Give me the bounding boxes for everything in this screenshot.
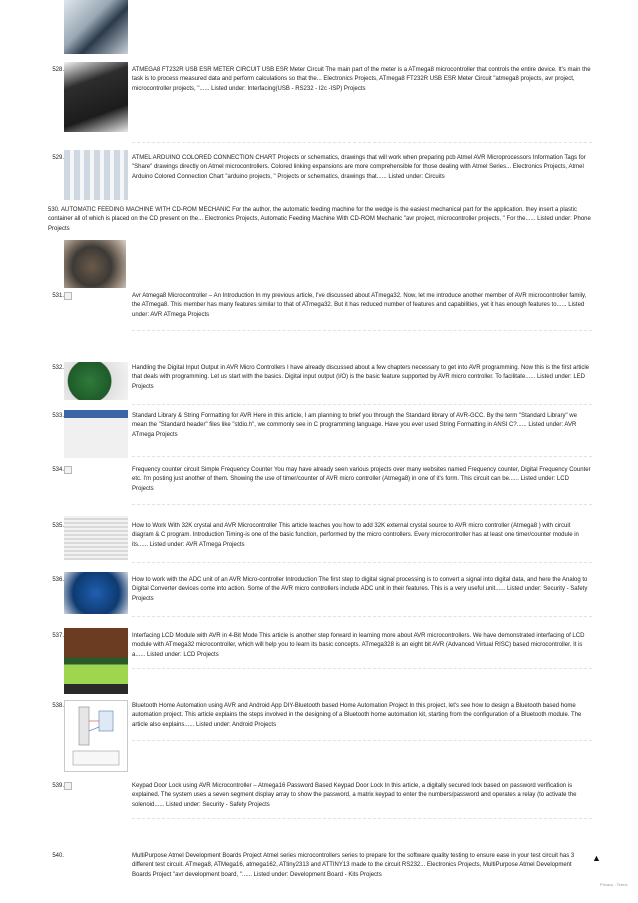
thumbnail-image[interactable]: [64, 362, 128, 400]
footer-links[interactable]: Privacy - Terms: [600, 882, 628, 887]
divider: [132, 504, 592, 505]
thumbnail-image[interactable]: [64, 240, 126, 288]
broken-image-icon[interactable]: [64, 292, 72, 300]
item-description[interactable]: MultiPurpose Atmel Development Boards Project Atmel series microcontrollers series to prepare for the software quality testing to ensure ease in your test circuit has 3 different test circuit. ATmega8, ATMega16, atmega162, ATtiny2313 and ATTINY13 made to the circuit RS232... Electronics Projects, MultiPurpose Atmel Development Boards Project "avr development board, "...... Listed under: Development Board - Kits Projects: [132, 853, 575, 878]
item-description[interactable]: Avr Atmega8 Microcontroller – An Introduction In my previous article, I've discussed about ATmega32. Now, let me introduce another member of AVR microcontroller family, the ATmega8. This member has many features similar to that of ATmega32. But it has reduced number of features and capabilities, yet it has enough features to...... Listed under: AVR ATmega Projects: [132, 293, 587, 318]
divider: [132, 404, 592, 405]
item-description[interactable]: Bluetooth Home Automation using AVR and Android App DIY-Bluetooth based Home Automation Project In this project, let's see how to design a Bluetooth based home automation project. This article explains the steps involved in the designing of a Bluetooth home automation kit, starting from the configuration of a Bluetooth module. The article also explains...... Listed under: Android Projects: [132, 703, 582, 728]
item-description[interactable]: Handling the Digital Input Output in AVR Micro Controllers I have already discussed about a few chapters necessary to get into AVR programming. Now this is the first article that deals with programming. Let us start with the basics. Digital input output (I/O) is the basic feature supported by AVR micro controller. To facilitate...... Listed under: LED Projects: [132, 365, 589, 390]
divider: [132, 740, 592, 741]
item-number: 539.: [52, 783, 64, 789]
item-number: 540.: [52, 853, 64, 859]
item-description[interactable]: ATMEL ARDUINO COLORED CONNECTION CHART Projects or schematics, drawings that will work when preparing pcb Atmel AVR Microprocessors Information Tags for "Share" drawings directly on Atmel microcontrollers. Colored linking expansions are more comprehensible for those dealing with Atmel Series... Electronics Projects, Atmel Arduino Colored Connection Chart "arduino projects, " Projects or schematics, drawings that...... Listed under: Circuits: [132, 155, 586, 180]
thumbnail-image[interactable]: [64, 516, 128, 560]
item-number: 529.: [52, 155, 64, 161]
item-number: 531.: [52, 293, 64, 299]
item-number: 538.: [52, 703, 64, 709]
item-description[interactable]: How to work with the ADC unit of an AVR Micro-controller Introduction The first step to digital signal processing is to convert a signal into digital data, and here the Analog to Digital Converter devices come into action. Some of the AVR micro controllers include ADC unit in their features. This is a very useful unit...... Listed under: Security - Safety Projects: [132, 577, 588, 602]
item-number: 535.: [52, 523, 64, 529]
item-number: 537.: [52, 633, 64, 639]
item-description[interactable]: Frequency counter circuit Simple Frequency Counter You may have already seen various projects over many websites named Frequency counter, Digital Frequency Counter etc. I'm posting just another of them. Showing the use of timer/counter of AVR micro controller (Atmega8) in one of it's form. This circuit can be...... Listed under: LCD Projects: [132, 467, 591, 492]
item-description[interactable]: AUTOMATIC FEEDING MACHINE WITH CD-ROM MECHANIC For the author, the automatic feeding machine for the wedge is the easiest mechanical part for the application. they insert a plastic container all of which is placed on the CD present on the... Electronics Projects, Automatic Feeding Machine With CD-ROM Mechanic "avr project, microcontroller projects, " For the...... Listed under: Phone Projects: [48, 207, 591, 232]
divider: [132, 456, 592, 457]
item-description[interactable]: How to Work With 32K crystal and AVR Microcontroller This article teaches you how to add 32K external crystal source to AVR micro controller (Atmega8 ) with circuit diagram & C program. Introduction Timing-is one of the basic function, performed by the micro controllers. Every microcontroller has at least one timer/counter module in its...... Listed under: AVR ATmega Projects: [132, 523, 579, 548]
item-description[interactable]: ATMEGA8 FT232R USB ESR METER CIRCUIT USB ESR Meter Circuit The main part of the meter is a ATmega8 microcontroller that controls the entire device. It's main the task is to process measured data and perform calculations so that the... Electronics Projects, ATmega8 FT232R USB ESR Meter Circuit "atmega8 projects, avr project, microcontroller projects, "...... Listed under: Interfacing(USB - RS232 - I2c -ISP) Projects: [132, 67, 591, 92]
item-description[interactable]: Keypad Door Lock using AVR Microcontroller – Atmega16 Password Based Keypad Door Lock In this article, a digitally secured lock based on password verification is explained. The system uses a seven segment display array to show the password, a matrix keypad to enter the numbers/password and operates a relay (to activate the solenoid...... Listed under: Security - Safety Projects: [132, 783, 577, 808]
divider: [132, 142, 592, 143]
thumbnail-image[interactable]: [64, 62, 128, 132]
thumbnail-image[interactable]: [64, 410, 128, 458]
item-number: 532.: [52, 365, 64, 371]
divider: [132, 668, 592, 669]
item-description[interactable]: Interfacing LCD Module with AVR in 4-Bit Mode This article is another step forward in learning more about AVR microcontrollers. We have demonstrated interfacing of LCD module with ATmega32 microcontroller, which will help you to learn its basic concepts. ATmega328 is an eight bit AVR (Advanced Virtual RISC) based microcontroller. It is a...... Listed under: LCD Projects: [132, 633, 585, 658]
item-number: 533.: [52, 413, 64, 419]
broken-image-icon[interactable]: [64, 466, 72, 474]
item-number: 536.: [52, 577, 64, 583]
item-number: 534.: [52, 467, 64, 473]
divider: [132, 562, 592, 563]
divider: [132, 330, 592, 331]
thumbnail-image[interactable]: [64, 628, 128, 694]
item-number: 528.: [52, 67, 64, 73]
arrow-up-icon[interactable]: ▲: [592, 853, 601, 863]
item-number: 530.: [48, 207, 60, 213]
thumbnail-image[interactable]: [64, 150, 128, 200]
item-description[interactable]: Standard Library & String Formatting for AVR Here in this article, I am planning to brief you through the Standard library of AVR-GCC. By the term "Standard Library" we mean the "Standard header" files like "stdio.h", we commonly see in C programming language. Have you ever used String Formatting in ANSI C?...... Listed under: AVR ATmega Projects: [132, 413, 577, 438]
thumbnail-image[interactable]: [64, 572, 128, 614]
divider: [132, 616, 592, 617]
divider: [132, 818, 592, 819]
thumbnail-image[interactable]: [64, 0, 128, 54]
broken-image-icon[interactable]: [64, 782, 72, 790]
thumbnail-image[interactable]: [64, 700, 128, 772]
schematic-drawing: [65, 701, 127, 771]
